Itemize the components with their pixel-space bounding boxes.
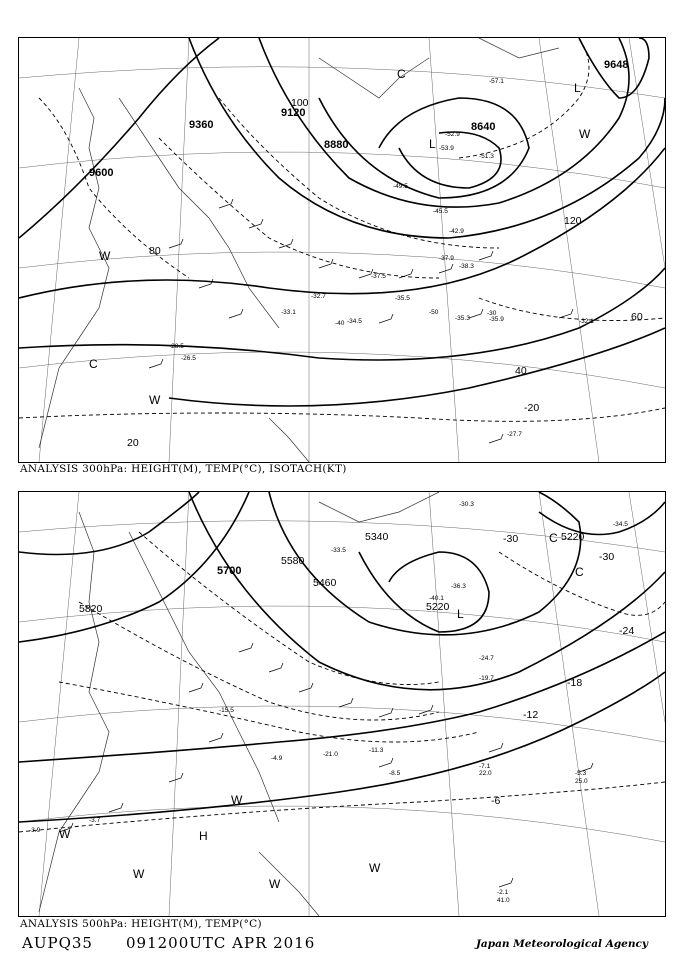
temp-label: -32.1	[579, 318, 594, 325]
temp-label: -52.9	[445, 131, 460, 138]
height-label: 9648	[604, 59, 629, 71]
caption-500hpa: ANALYSIS 500hPa: HEIGHT(M), TEMP(°C)	[20, 918, 262, 930]
temp-label: -37.5	[371, 273, 386, 280]
obs-value: -5.3	[575, 770, 587, 777]
temp-label: -30	[487, 310, 497, 317]
temp-label: -26.5	[181, 355, 196, 362]
temp-label: -51.3	[479, 153, 494, 160]
height-label: 5460	[313, 577, 337, 589]
obs-value: -3.9	[29, 827, 41, 834]
wind-barbs	[59, 643, 593, 887]
temp-label: -24	[619, 625, 635, 637]
obs-value: 41.0	[497, 897, 510, 904]
warm-center-symbol: W	[579, 127, 591, 141]
temp-contours	[19, 38, 665, 421]
temp-label: -35.9	[489, 316, 504, 323]
temp-label: -38.3	[459, 263, 474, 270]
obs-value: -36.3	[451, 583, 466, 590]
map-500hpa	[18, 491, 666, 917]
obs-value: -8.5	[389, 770, 401, 777]
warm-center-symbol: W	[269, 877, 281, 891]
temp-label: -32.7	[311, 293, 326, 300]
temp-label: -35.5	[395, 295, 410, 302]
obs-value: -34.5	[613, 521, 628, 528]
height-label: 9360	[189, 119, 214, 131]
height-label: 5220	[561, 531, 585, 543]
temp-label: -6	[491, 795, 501, 807]
chart-id: AUPQ35	[22, 934, 93, 952]
height-label: 8880	[324, 139, 349, 151]
low-center-symbol: L	[429, 137, 436, 151]
obs-value: -21.0	[323, 751, 338, 758]
temp-label: -18	[567, 677, 583, 689]
obs-value: -11.3	[369, 747, 384, 754]
map-500hpa-canvas	[19, 492, 665, 916]
height-label: 9120	[281, 107, 306, 119]
temp-label: -40	[335, 320, 345, 327]
obs-value: -33.5	[331, 547, 346, 554]
temp-label: -45.5	[433, 208, 448, 215]
height-label: 5820	[79, 603, 103, 615]
high-center-symbol: H	[199, 829, 208, 843]
temp-label: -35.3	[455, 315, 470, 322]
temp-label: -57.1	[489, 78, 504, 85]
temp-label: -34.5	[347, 318, 362, 325]
isotach-label: 20	[127, 437, 139, 449]
valid-time: 091200UTC APR 2016	[126, 934, 316, 952]
obs-value: 22.0	[479, 770, 492, 777]
obs-value: -15.5	[219, 707, 234, 714]
obs-value: -7.1	[479, 763, 491, 770]
height-label: 5220	[426, 601, 450, 613]
temp-label: -12	[523, 709, 539, 721]
temp-label: -42.9	[449, 228, 464, 235]
obs-value: -30.3	[459, 501, 474, 508]
obs-value: -24.7	[479, 655, 494, 662]
obs-value: 25.0	[575, 778, 588, 785]
obs-value: -19.7	[479, 675, 494, 682]
height-label: 8640	[471, 121, 496, 133]
caption-300hpa: ANALYSIS 300hPa: HEIGHT(M), TEMP(°C), ISOTACH(KT)	[20, 463, 347, 475]
obs-value: -40.1	[429, 595, 444, 602]
temp-label: -20	[524, 402, 540, 414]
height-label: 9600	[89, 167, 114, 179]
temp-label: -30	[599, 551, 615, 563]
cold-center-symbol: C	[397, 67, 406, 81]
isotach-label: 100	[291, 97, 309, 109]
graticule	[19, 492, 665, 916]
temp-label: -50	[429, 309, 439, 316]
warm-center-symbol: W	[99, 249, 111, 263]
obs-value: -2.1	[497, 889, 509, 896]
temp-label: -27.7	[507, 431, 522, 438]
low-center-symbol: L	[457, 607, 464, 621]
height-label: 5580	[281, 555, 305, 567]
height-label: 5340	[365, 531, 389, 543]
map-300hpa	[18, 37, 666, 463]
coastlines	[39, 492, 439, 916]
isotach-label: 120	[564, 215, 582, 227]
cold-center-symbol: C	[549, 531, 558, 545]
temp-label: -33.1	[281, 309, 296, 316]
low-center-symbol: L	[574, 81, 581, 95]
temp-label: -30	[503, 533, 519, 545]
temp-label: -53.9	[439, 145, 454, 152]
temp-label: -37.9	[439, 255, 454, 262]
cold-center-symbol: C	[89, 357, 98, 371]
cold-center-symbol: C	[575, 565, 584, 579]
warm-center-symbol: W	[231, 793, 243, 807]
warm-center-symbol: W	[369, 861, 381, 875]
map-300hpa-canvas	[19, 38, 665, 462]
temp-label: -49.5	[393, 183, 408, 190]
isotach-label: 80	[149, 245, 161, 257]
agency-name: Japan Meteorological Agency	[475, 938, 648, 950]
temp-label: -28.5	[169, 343, 184, 350]
warm-center-symbol: W	[133, 867, 145, 881]
graticule	[19, 38, 665, 462]
isotach-label: 40	[515, 365, 527, 377]
obs-value: -3.7	[89, 817, 101, 824]
isotach-label: 60	[631, 311, 643, 323]
warm-center-symbol: W	[149, 393, 161, 407]
obs-value: -4.9	[271, 755, 283, 762]
height-label: 5700	[217, 565, 242, 577]
warm-center-symbol: W	[59, 827, 71, 841]
